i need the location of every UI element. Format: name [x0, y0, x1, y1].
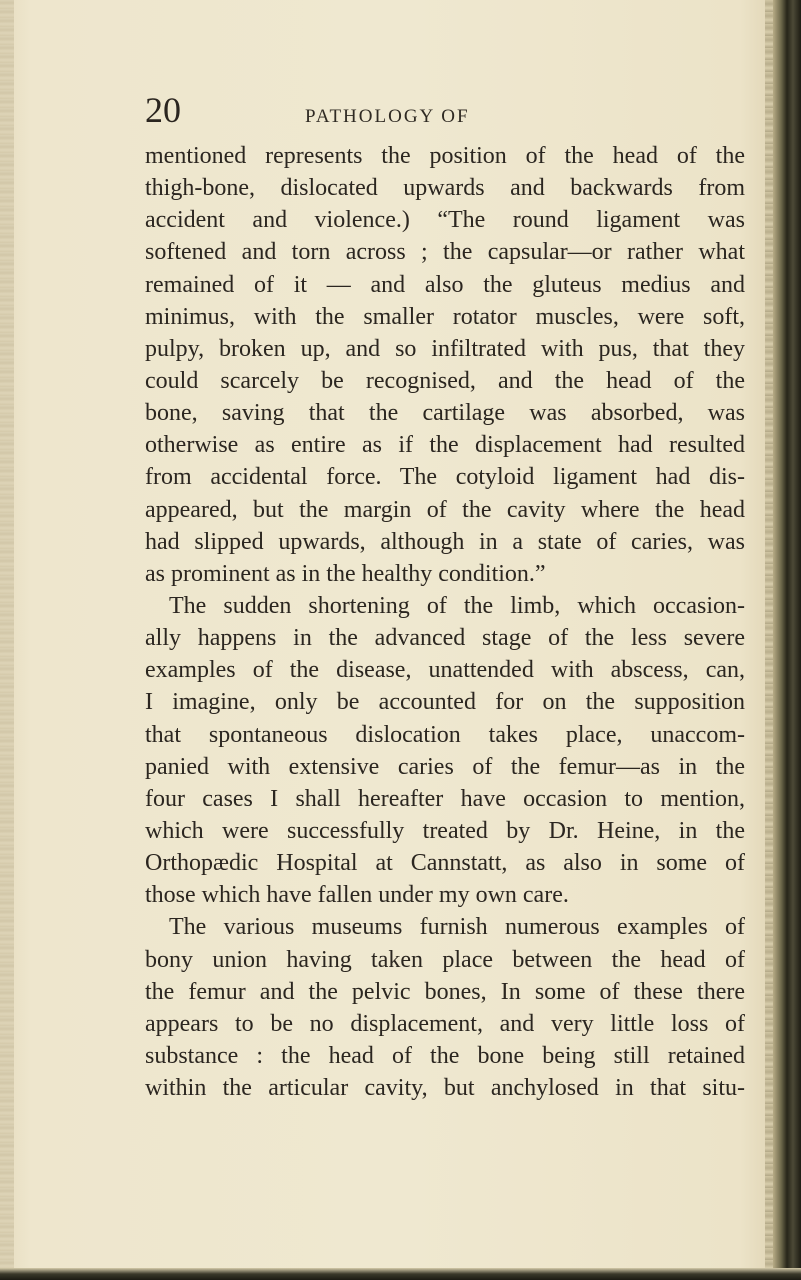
text-line: as prominent as in the healthy condition.” — [145, 560, 546, 587]
text-line: substance : the head of the bone being still retained — [145, 1042, 745, 1069]
text-line: appears to be no displacement, and very little loss of — [145, 1010, 745, 1037]
text-line: pulpy, broken up, and so infiltrated with pus, that they — [145, 335, 745, 362]
text-line: from accidental force. The cotyloid ligament had dis- — [145, 464, 745, 491]
text-line: ally happens in the advanced stage of the less severe — [145, 625, 745, 652]
page-header — [145, 88, 745, 138]
text-line: otherwise as entire as if the displacement had resulted — [145, 432, 745, 459]
text-line: accident and violence.) “The round ligament was — [145, 207, 745, 234]
text-line: The various museums furnish numerous examples of — [169, 914, 745, 941]
page-number: 20 — [145, 90, 181, 130]
text-line: mentioned represents the position of the head of the — [145, 143, 745, 169]
text-line: I imagine, only be accounted for on the supposition — [145, 689, 745, 716]
text-line: within the articular cavity, but anchylosed in that situ- — [145, 1075, 745, 1102]
text-line: The sudden shortening of the limb, which occasion- — [169, 592, 745, 619]
text-line: the femur and the pelvic bones, In some of these there — [145, 978, 745, 1005]
page-bottom-edge — [0, 1268, 801, 1280]
body-text — [145, 140, 745, 1104]
text-line: bone, saving that the cartilage was absorbed, was — [145, 400, 745, 427]
text-line: appeared, but the margin of the cavity where the head — [145, 496, 745, 523]
book-spine — [773, 0, 801, 1280]
text-line: panied with extensive caries of the femur—as in the — [145, 753, 745, 780]
page-left-edge — [0, 0, 14, 1280]
running-head: PATHOLOGY OF — [305, 106, 470, 127]
text-line: four cases I shall hereafter have occasion to mention, — [145, 785, 745, 812]
text-line: softened and torn across ; the capsular—or rather what — [145, 239, 745, 266]
text-line: Orthopædic Hospital at Cannstatt, as also in some of — [145, 850, 745, 877]
text-line: thigh-bone, dislocated upwards and backwards from — [145, 175, 745, 202]
text-line: remained of it — and also the gluteus medius and — [145, 271, 745, 298]
text-line: minimus, with the smaller rotator muscles, were soft, — [145, 303, 745, 330]
text-line: had slipped upwards, although in a state of caries, was — [145, 528, 745, 555]
text-line: examples of the disease, unattended with abscess, can, — [145, 657, 745, 684]
text-line: bony union having taken place between the head of — [145, 946, 745, 973]
text-line: those which have fallen under my own care. — [145, 882, 569, 909]
text-line: could scarcely be recognised, and the head of the — [145, 367, 745, 394]
text-line: which were successfully treated by Dr. Heine, in the — [145, 817, 745, 844]
text-line: that spontaneous dislocation takes place, unaccom- — [145, 721, 745, 748]
